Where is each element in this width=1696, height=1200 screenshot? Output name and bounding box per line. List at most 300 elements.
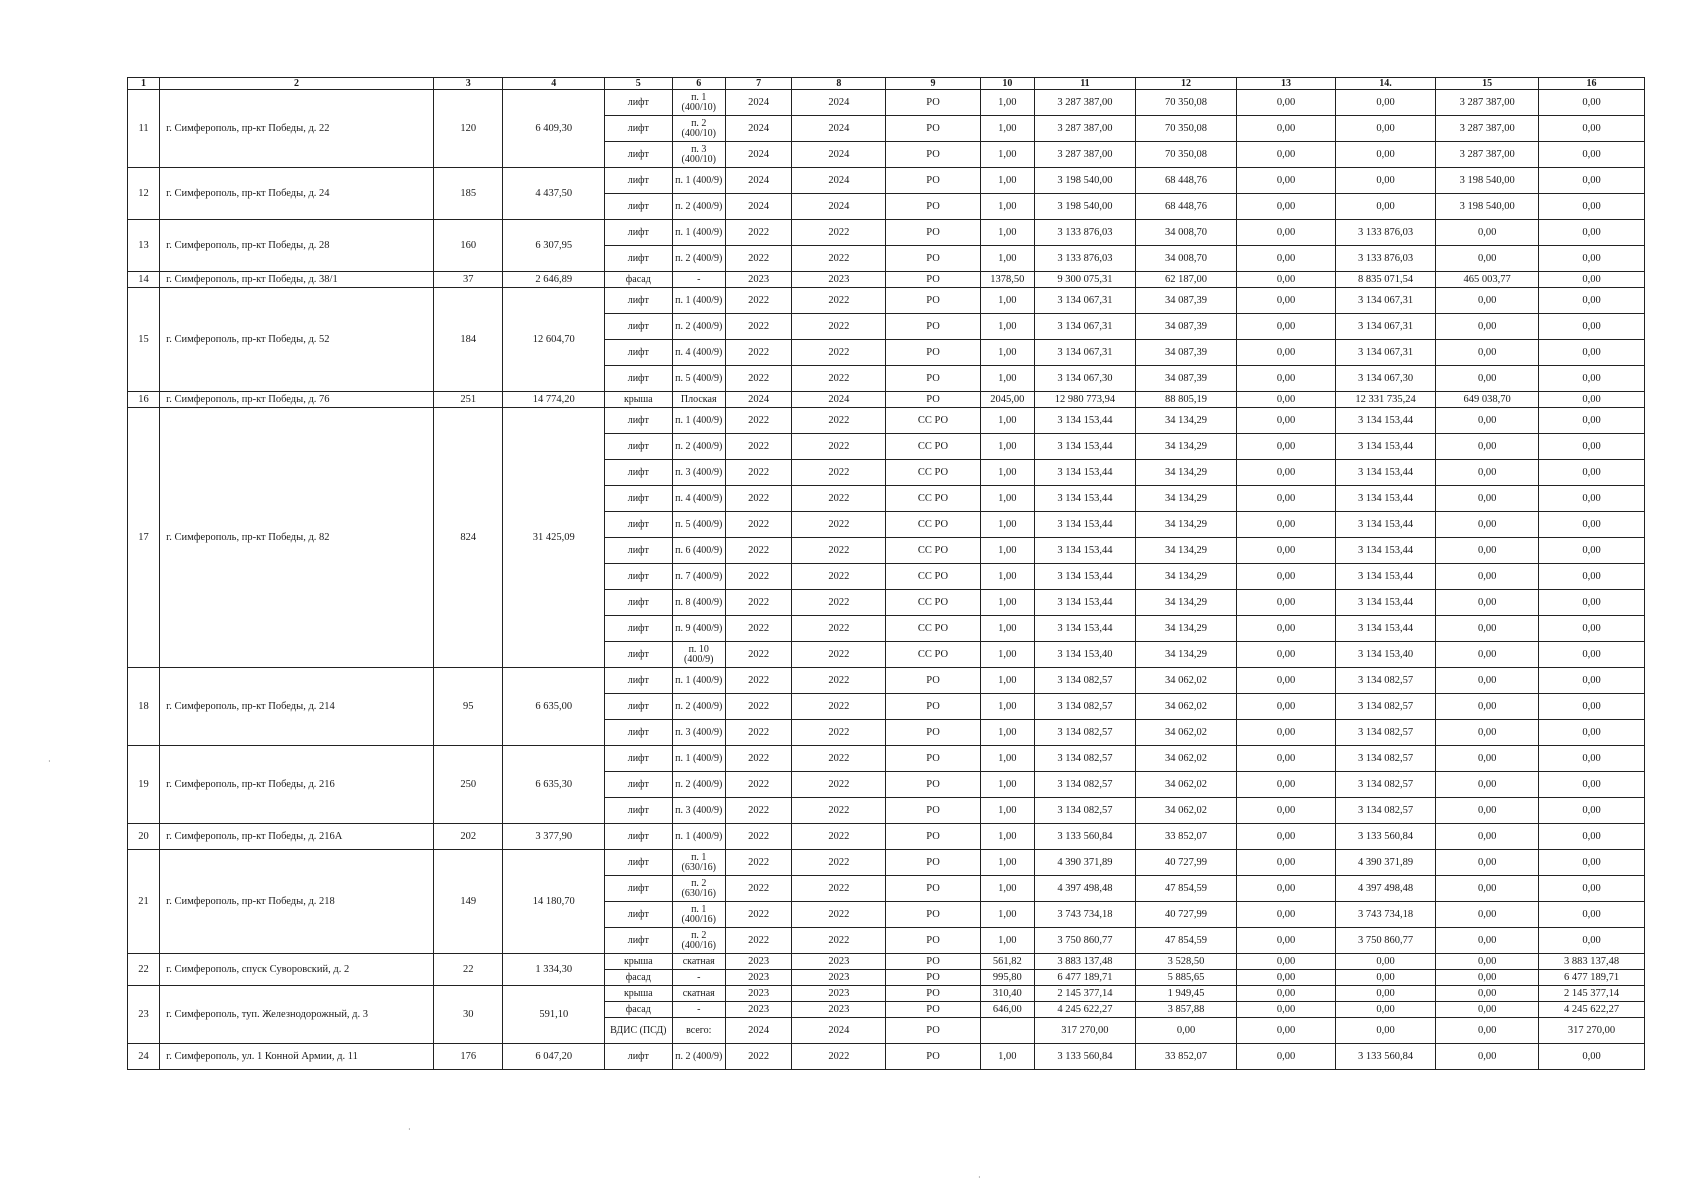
fund-cell: 3 134 082,57 bbox=[1335, 720, 1436, 746]
address-cell: г. Симферополь, спуск Суворовский, д. 2 bbox=[160, 954, 434, 986]
table-row bbox=[128, 986, 1645, 1002]
total-cost-cell: 3 134 153,44 bbox=[1035, 486, 1136, 512]
year-end-cell: 2023 bbox=[792, 970, 886, 986]
regional-funds-cell: 465 003,77 bbox=[1436, 272, 1539, 288]
specific-cost-cell: 34 134,29 bbox=[1135, 486, 1237, 512]
regional-funds-cell: 0,00 bbox=[1436, 824, 1539, 850]
entrance-cell: п. 1 (400/9) bbox=[672, 824, 725, 850]
owner-funds-cell: 6 477 189,71 bbox=[1539, 970, 1645, 986]
total-cost-cell: 3 883 137,48 bbox=[1035, 954, 1136, 970]
year-start-cell: 2022 bbox=[725, 876, 791, 902]
federal-funds-cell: 0,00 bbox=[1237, 1044, 1335, 1070]
entrance-cell: п. 1 (400/9) bbox=[672, 746, 725, 772]
table-row bbox=[128, 168, 1645, 194]
year-end-cell: 2023 bbox=[792, 986, 886, 1002]
column-number-header: 2 bbox=[160, 78, 434, 90]
quantity-cell: 1,00 bbox=[980, 824, 1035, 850]
owner-funds-cell: 0,00 bbox=[1539, 314, 1645, 340]
executor-cell: СС РО bbox=[886, 616, 980, 642]
entrance-cell: п. 1 (400/9) bbox=[672, 668, 725, 694]
address-cell: г. Симферополь, пр-кт Победы, д. 216А bbox=[160, 824, 434, 850]
work-type-cell: лифт bbox=[605, 434, 672, 460]
executor-cell: РО bbox=[886, 798, 980, 824]
area-cell: 6 047,20 bbox=[503, 1044, 605, 1070]
year-start-cell: 2022 bbox=[725, 486, 791, 512]
entrance-cell: - bbox=[672, 272, 725, 288]
federal-funds-cell: 0,00 bbox=[1237, 116, 1335, 142]
executor-cell: РО bbox=[886, 366, 980, 392]
total-cost-cell: 3 134 082,57 bbox=[1035, 694, 1136, 720]
federal-funds-cell: 0,00 bbox=[1237, 538, 1335, 564]
address-cell: г. Симферополь, пр-кт Победы, д. 24 bbox=[160, 168, 434, 220]
scan-speck: · bbox=[408, 1125, 411, 1134]
apartments-cell: 202 bbox=[433, 824, 503, 850]
specific-cost-cell: 34 062,02 bbox=[1135, 746, 1237, 772]
year-start-cell: 2023 bbox=[725, 1002, 791, 1018]
capital-repair-table bbox=[127, 77, 1645, 1070]
fund-cell: 3 134 082,57 bbox=[1335, 798, 1436, 824]
executor-cell: РО bbox=[886, 928, 980, 954]
federal-funds-cell: 0,00 bbox=[1237, 954, 1335, 970]
total-cost-cell: 6 477 189,71 bbox=[1035, 970, 1136, 986]
work-type-cell: лифт bbox=[605, 720, 672, 746]
executor-cell: РО bbox=[886, 392, 980, 408]
row-number-cell: 23 bbox=[128, 986, 160, 1044]
regional-funds-cell: 0,00 bbox=[1436, 772, 1539, 798]
year-start-cell: 2022 bbox=[725, 1044, 791, 1070]
year-start-cell: 2022 bbox=[725, 314, 791, 340]
executor-cell: РО bbox=[886, 850, 980, 876]
total-cost-cell: 3 287 387,00 bbox=[1035, 116, 1136, 142]
area-cell: 31 425,09 bbox=[503, 408, 605, 668]
fund-cell: 3 134 153,44 bbox=[1335, 486, 1436, 512]
entrance-cell: п. 3 (400/9) bbox=[672, 460, 725, 486]
column-number-row bbox=[128, 78, 1645, 90]
owner-funds-cell: 0,00 bbox=[1539, 928, 1645, 954]
work-type-cell: лифт bbox=[605, 642, 672, 668]
year-start-cell: 2022 bbox=[725, 564, 791, 590]
entrance-cell: п. 1 (400/9) bbox=[672, 168, 725, 194]
fund-cell: 8 835 071,54 bbox=[1335, 272, 1436, 288]
regional-funds-cell: 0,00 bbox=[1436, 512, 1539, 538]
work-type-cell: лифт bbox=[605, 798, 672, 824]
owner-funds-cell: 0,00 bbox=[1539, 720, 1645, 746]
total-cost-cell: 3 134 082,57 bbox=[1035, 720, 1136, 746]
specific-cost-cell: 34 087,39 bbox=[1135, 288, 1237, 314]
work-type-cell: лифт bbox=[605, 408, 672, 434]
total-cost-cell: 12 980 773,94 bbox=[1035, 392, 1136, 408]
regional-funds-cell: 0,00 bbox=[1436, 986, 1539, 1002]
quantity-cell: 1,00 bbox=[980, 798, 1035, 824]
quantity-cell: 1,00 bbox=[980, 246, 1035, 272]
regional-funds-cell: 0,00 bbox=[1436, 798, 1539, 824]
regional-funds-cell: 0,00 bbox=[1436, 408, 1539, 434]
fund-cell: 3 134 153,44 bbox=[1335, 434, 1436, 460]
entrance-cell: п. 5 (400/9) bbox=[672, 366, 725, 392]
year-end-cell: 2022 bbox=[792, 642, 886, 668]
total-cost-cell: 3 287 387,00 bbox=[1035, 142, 1136, 168]
owner-funds-cell: 0,00 bbox=[1539, 116, 1645, 142]
year-end-cell: 2024 bbox=[792, 90, 886, 116]
executor-cell: РО bbox=[886, 340, 980, 366]
fund-cell: 4 390 371,89 bbox=[1335, 850, 1436, 876]
work-type-cell: лифт bbox=[605, 142, 672, 168]
year-end-cell: 2022 bbox=[792, 720, 886, 746]
federal-funds-cell: 0,00 bbox=[1237, 746, 1335, 772]
area-cell: 6 409,30 bbox=[503, 90, 605, 168]
row-number-cell: 15 bbox=[128, 288, 160, 392]
area-cell: 14 774,20 bbox=[503, 392, 605, 408]
total-cost-cell: 3 133 560,84 bbox=[1035, 1044, 1136, 1070]
total-cost-cell: 3 134 067,31 bbox=[1035, 288, 1136, 314]
specific-cost-cell: 3 528,50 bbox=[1135, 954, 1237, 970]
fund-cell: 0,00 bbox=[1335, 986, 1436, 1002]
specific-cost-cell: 47 854,59 bbox=[1135, 876, 1237, 902]
quantity-cell: 1,00 bbox=[980, 1044, 1035, 1070]
work-type-cell: фасад bbox=[605, 272, 672, 288]
apartments-cell: 22 bbox=[433, 954, 503, 986]
owner-funds-cell: 0,00 bbox=[1539, 194, 1645, 220]
executor-cell: РО bbox=[886, 720, 980, 746]
federal-funds-cell: 0,00 bbox=[1237, 90, 1335, 116]
executor-cell: РО bbox=[886, 288, 980, 314]
apartments-cell: 251 bbox=[433, 392, 503, 408]
apartments-cell: 160 bbox=[433, 220, 503, 272]
entrance-cell: п. 2 (400/9) bbox=[672, 314, 725, 340]
year-start-cell: 2024 bbox=[725, 168, 791, 194]
specific-cost-cell: 47 854,59 bbox=[1135, 928, 1237, 954]
address-cell: г. Симферополь, пр-кт Победы, д. 82 bbox=[160, 408, 434, 668]
specific-cost-cell: 88 805,19 bbox=[1135, 392, 1237, 408]
column-number-header: 7 bbox=[725, 78, 791, 90]
executor-cell: РО bbox=[886, 668, 980, 694]
regional-funds-cell: 0,00 bbox=[1436, 434, 1539, 460]
year-end-cell: 2022 bbox=[792, 246, 886, 272]
federal-funds-cell: 0,00 bbox=[1237, 366, 1335, 392]
federal-funds-cell: 0,00 bbox=[1237, 288, 1335, 314]
federal-funds-cell: 0,00 bbox=[1237, 1002, 1335, 1018]
year-end-cell: 2024 bbox=[792, 392, 886, 408]
year-end-cell: 2022 bbox=[792, 408, 886, 434]
fund-cell: 3 133 876,03 bbox=[1335, 246, 1436, 272]
entrance-cell: п. 2 (400/9) bbox=[672, 246, 725, 272]
fund-cell: 0,00 bbox=[1335, 1002, 1436, 1018]
year-start-cell: 2022 bbox=[725, 590, 791, 616]
fund-cell: 3 134 153,44 bbox=[1335, 512, 1436, 538]
address-cell: г. Симферополь, пр-кт Победы, д. 52 bbox=[160, 288, 434, 392]
fund-cell: 3 134 153,44 bbox=[1335, 538, 1436, 564]
area-cell: 12 604,70 bbox=[503, 288, 605, 392]
area-cell: 6 307,95 bbox=[503, 220, 605, 272]
entrance-cell: п. 2 (400/9) bbox=[672, 194, 725, 220]
work-type-cell: лифт bbox=[605, 694, 672, 720]
federal-funds-cell: 0,00 bbox=[1237, 168, 1335, 194]
quantity-cell: 1,00 bbox=[980, 90, 1035, 116]
total-cost-cell: 3 134 153,44 bbox=[1035, 408, 1136, 434]
fund-cell: 3 743 734,18 bbox=[1335, 902, 1436, 928]
federal-funds-cell: 0,00 bbox=[1237, 970, 1335, 986]
column-number-header: 4 bbox=[503, 78, 605, 90]
specific-cost-cell: 34 062,02 bbox=[1135, 798, 1237, 824]
apartments-cell: 120 bbox=[433, 90, 503, 168]
row-number-cell: 21 bbox=[128, 850, 160, 954]
row-number-cell: 11 bbox=[128, 90, 160, 168]
executor-cell: СС РО bbox=[886, 408, 980, 434]
total-cost-cell: 3 134 082,57 bbox=[1035, 798, 1136, 824]
total-cost-cell: 3 133 876,03 bbox=[1035, 246, 1136, 272]
quantity-cell: 1,00 bbox=[980, 720, 1035, 746]
federal-funds-cell: 0,00 bbox=[1237, 928, 1335, 954]
specific-cost-cell: 34 062,02 bbox=[1135, 668, 1237, 694]
address-cell: г. Симферополь, пр-кт Победы, д. 214 bbox=[160, 668, 434, 746]
regional-funds-cell: 0,00 bbox=[1436, 486, 1539, 512]
fund-cell: 3 134 082,57 bbox=[1335, 668, 1436, 694]
table-row bbox=[128, 392, 1645, 408]
owner-funds-cell: 0,00 bbox=[1539, 220, 1645, 246]
entrance-cell: п. 10 (400/9) bbox=[672, 642, 725, 668]
fund-cell: 3 134 067,31 bbox=[1335, 340, 1436, 366]
entrance-cell: п. 2 (400/16) bbox=[672, 928, 725, 954]
work-type-cell: лифт bbox=[605, 538, 672, 564]
total-cost-cell: 3 134 153,44 bbox=[1035, 564, 1136, 590]
specific-cost-cell: 68 448,76 bbox=[1135, 168, 1237, 194]
owner-funds-cell: 0,00 bbox=[1539, 408, 1645, 434]
executor-cell: РО bbox=[886, 824, 980, 850]
total-cost-cell: 3 134 153,44 bbox=[1035, 538, 1136, 564]
owner-funds-cell: 0,00 bbox=[1539, 366, 1645, 392]
address-cell: г. Симферополь, пр-кт Победы, д. 38/1 bbox=[160, 272, 434, 288]
regional-funds-cell: 0,00 bbox=[1436, 340, 1539, 366]
executor-cell: РО bbox=[886, 902, 980, 928]
work-type-cell: лифт bbox=[605, 116, 672, 142]
year-start-cell: 2023 bbox=[725, 986, 791, 1002]
specific-cost-cell: 34 134,29 bbox=[1135, 512, 1237, 538]
scan-speck: · bbox=[48, 757, 51, 766]
quantity-cell: 1,00 bbox=[980, 288, 1035, 314]
entrance-cell: п. 2 (400/10) bbox=[672, 116, 725, 142]
year-start-cell: 2022 bbox=[725, 460, 791, 486]
regional-funds-cell: 0,00 bbox=[1436, 746, 1539, 772]
specific-cost-cell: 3 857,88 bbox=[1135, 1002, 1237, 1018]
owner-funds-cell: 3 883 137,48 bbox=[1539, 954, 1645, 970]
owner-funds-cell: 0,00 bbox=[1539, 642, 1645, 668]
owner-funds-cell: 2 145 377,14 bbox=[1539, 986, 1645, 1002]
total-cost-cell: 4 245 622,27 bbox=[1035, 1002, 1136, 1018]
quantity-cell: 1,00 bbox=[980, 928, 1035, 954]
year-end-cell: 2022 bbox=[792, 434, 886, 460]
executor-cell: РО bbox=[886, 746, 980, 772]
year-end-cell: 2022 bbox=[792, 460, 886, 486]
federal-funds-cell: 0,00 bbox=[1237, 272, 1335, 288]
column-number-header: 16 bbox=[1539, 78, 1645, 90]
federal-funds-cell: 0,00 bbox=[1237, 434, 1335, 460]
quantity-cell: 2045,00 bbox=[980, 392, 1035, 408]
regional-funds-cell: 0,00 bbox=[1436, 590, 1539, 616]
year-start-cell: 2022 bbox=[725, 798, 791, 824]
federal-funds-cell: 0,00 bbox=[1237, 986, 1335, 1002]
executor-cell: СС РО bbox=[886, 564, 980, 590]
federal-funds-cell: 0,00 bbox=[1237, 246, 1335, 272]
year-end-cell: 2022 bbox=[792, 538, 886, 564]
regional-funds-cell: 0,00 bbox=[1436, 1002, 1539, 1018]
specific-cost-cell: 34 087,39 bbox=[1135, 314, 1237, 340]
year-end-cell: 2022 bbox=[792, 340, 886, 366]
year-start-cell: 2024 bbox=[725, 1018, 791, 1044]
total-cost-cell: 9 300 075,31 bbox=[1035, 272, 1136, 288]
work-type-cell: лифт bbox=[605, 220, 672, 246]
regional-funds-cell: 0,00 bbox=[1436, 1044, 1539, 1070]
regional-funds-cell: 0,00 bbox=[1436, 246, 1539, 272]
address-cell: г. Симферополь, пр-кт Победы, д. 22 bbox=[160, 90, 434, 168]
owner-funds-cell: 0,00 bbox=[1539, 1044, 1645, 1070]
work-type-cell: лифт bbox=[605, 246, 672, 272]
year-end-cell: 2023 bbox=[792, 272, 886, 288]
column-number-header: 10 bbox=[980, 78, 1035, 90]
fund-cell: 3 134 153,44 bbox=[1335, 590, 1436, 616]
work-type-cell: лифт bbox=[605, 616, 672, 642]
quantity-cell: 1,00 bbox=[980, 168, 1035, 194]
regional-funds-cell: 0,00 bbox=[1436, 876, 1539, 902]
federal-funds-cell: 0,00 bbox=[1237, 460, 1335, 486]
regional-funds-cell: 649 038,70 bbox=[1436, 392, 1539, 408]
entrance-cell: п. 2 (400/9) bbox=[672, 1044, 725, 1070]
year-start-cell: 2022 bbox=[725, 434, 791, 460]
owner-funds-cell: 0,00 bbox=[1539, 590, 1645, 616]
executor-cell: СС РО bbox=[886, 538, 980, 564]
owner-funds-cell: 0,00 bbox=[1539, 616, 1645, 642]
entrance-cell: всего: bbox=[672, 1018, 725, 1044]
total-cost-cell: 3 134 153,44 bbox=[1035, 590, 1136, 616]
entrance-cell: п. 8 (400/9) bbox=[672, 590, 725, 616]
owner-funds-cell: 0,00 bbox=[1539, 168, 1645, 194]
apartments-cell: 30 bbox=[433, 986, 503, 1044]
year-start-cell: 2022 bbox=[725, 340, 791, 366]
regional-funds-cell: 0,00 bbox=[1436, 720, 1539, 746]
total-cost-cell: 3 743 734,18 bbox=[1035, 902, 1136, 928]
specific-cost-cell: 34 134,29 bbox=[1135, 434, 1237, 460]
quantity-cell: 1,00 bbox=[980, 408, 1035, 434]
executor-cell: РО bbox=[886, 168, 980, 194]
owner-funds-cell: 0,00 bbox=[1539, 272, 1645, 288]
table-row bbox=[128, 824, 1645, 850]
year-start-cell: 2022 bbox=[725, 512, 791, 538]
fund-cell: 3 134 153,44 bbox=[1335, 564, 1436, 590]
work-type-cell: лифт bbox=[605, 288, 672, 314]
year-start-cell: 2022 bbox=[725, 642, 791, 668]
total-cost-cell: 3 134 153,44 bbox=[1035, 616, 1136, 642]
fund-cell: 3 134 067,31 bbox=[1335, 288, 1436, 314]
quantity-cell: 1,00 bbox=[980, 668, 1035, 694]
work-type-cell: лифт bbox=[605, 194, 672, 220]
row-number-cell: 24 bbox=[128, 1044, 160, 1070]
table-row bbox=[128, 1044, 1645, 1070]
year-start-cell: 2022 bbox=[725, 538, 791, 564]
specific-cost-cell: 62 187,00 bbox=[1135, 272, 1237, 288]
row-number-cell: 16 bbox=[128, 392, 160, 408]
owner-funds-cell: 0,00 bbox=[1539, 850, 1645, 876]
specific-cost-cell: 34 062,02 bbox=[1135, 772, 1237, 798]
row-number-cell: 20 bbox=[128, 824, 160, 850]
executor-cell: РО bbox=[886, 142, 980, 168]
total-cost-cell: 3 134 067,30 bbox=[1035, 366, 1136, 392]
specific-cost-cell: 70 350,08 bbox=[1135, 142, 1237, 168]
owner-funds-cell: 0,00 bbox=[1539, 392, 1645, 408]
quantity-cell: 1,00 bbox=[980, 694, 1035, 720]
total-cost-cell: 3 134 153,44 bbox=[1035, 460, 1136, 486]
row-number-cell: 14 bbox=[128, 272, 160, 288]
entrance-cell: п. 6 (400/9) bbox=[672, 538, 725, 564]
executor-cell: РО bbox=[886, 694, 980, 720]
executor-cell: РО bbox=[886, 220, 980, 246]
column-number-header: 6 bbox=[672, 78, 725, 90]
work-type-cell: лифт bbox=[605, 564, 672, 590]
table-row bbox=[128, 746, 1645, 772]
year-end-cell: 2024 bbox=[792, 1018, 886, 1044]
executor-cell: РО bbox=[886, 986, 980, 1002]
total-cost-cell: 3 134 082,57 bbox=[1035, 668, 1136, 694]
area-cell: 6 635,00 bbox=[503, 668, 605, 746]
year-end-cell: 2022 bbox=[792, 772, 886, 798]
federal-funds-cell: 0,00 bbox=[1237, 616, 1335, 642]
address-cell: г. Симферополь, пр-кт Победы, д. 28 bbox=[160, 220, 434, 272]
year-start-cell: 2024 bbox=[725, 194, 791, 220]
work-type-cell: лифт bbox=[605, 366, 672, 392]
regional-funds-cell: 0,00 bbox=[1436, 314, 1539, 340]
year-end-cell: 2022 bbox=[792, 486, 886, 512]
executor-cell: СС РО bbox=[886, 512, 980, 538]
federal-funds-cell: 0,00 bbox=[1237, 194, 1335, 220]
year-end-cell: 2022 bbox=[792, 798, 886, 824]
executor-cell: СС РО bbox=[886, 460, 980, 486]
area-cell: 591,10 bbox=[503, 986, 605, 1044]
specific-cost-cell: 33 852,07 bbox=[1135, 1044, 1237, 1070]
owner-funds-cell: 0,00 bbox=[1539, 460, 1645, 486]
year-end-cell: 2022 bbox=[792, 590, 886, 616]
quantity-cell: 1,00 bbox=[980, 314, 1035, 340]
apartments-cell: 185 bbox=[433, 168, 503, 220]
total-cost-cell: 3 134 082,57 bbox=[1035, 772, 1136, 798]
work-type-cell: лифт bbox=[605, 1044, 672, 1070]
apartments-cell: 824 bbox=[433, 408, 503, 668]
owner-funds-cell: 0,00 bbox=[1539, 876, 1645, 902]
work-type-cell: фасад bbox=[605, 970, 672, 986]
specific-cost-cell: 34 008,70 bbox=[1135, 220, 1237, 246]
work-type-cell: лифт bbox=[605, 902, 672, 928]
regional-funds-cell: 0,00 bbox=[1436, 460, 1539, 486]
regional-funds-cell: 0,00 bbox=[1436, 954, 1539, 970]
specific-cost-cell: 70 350,08 bbox=[1135, 116, 1237, 142]
column-number-header: 8 bbox=[792, 78, 886, 90]
executor-cell: СС РО bbox=[886, 434, 980, 460]
address-cell: г. Симферополь, пр-кт Победы, д. 76 bbox=[160, 392, 434, 408]
year-start-cell: 2022 bbox=[725, 850, 791, 876]
quantity-cell: 1,00 bbox=[980, 746, 1035, 772]
apartments-cell: 37 bbox=[433, 272, 503, 288]
federal-funds-cell: 0,00 bbox=[1237, 392, 1335, 408]
owner-funds-cell: 0,00 bbox=[1539, 798, 1645, 824]
regional-funds-cell: 0,00 bbox=[1436, 616, 1539, 642]
total-cost-cell: 2 145 377,14 bbox=[1035, 986, 1136, 1002]
area-cell: 1 334,30 bbox=[503, 954, 605, 986]
owner-funds-cell: 0,00 bbox=[1539, 434, 1645, 460]
year-start-cell: 2022 bbox=[725, 616, 791, 642]
specific-cost-cell: 34 134,29 bbox=[1135, 564, 1237, 590]
owner-funds-cell: 0,00 bbox=[1539, 90, 1645, 116]
executor-cell: РО bbox=[886, 772, 980, 798]
column-number-header: 15 bbox=[1436, 78, 1539, 90]
year-end-cell: 2022 bbox=[792, 512, 886, 538]
entrance-cell: п. 3 (400/9) bbox=[672, 798, 725, 824]
